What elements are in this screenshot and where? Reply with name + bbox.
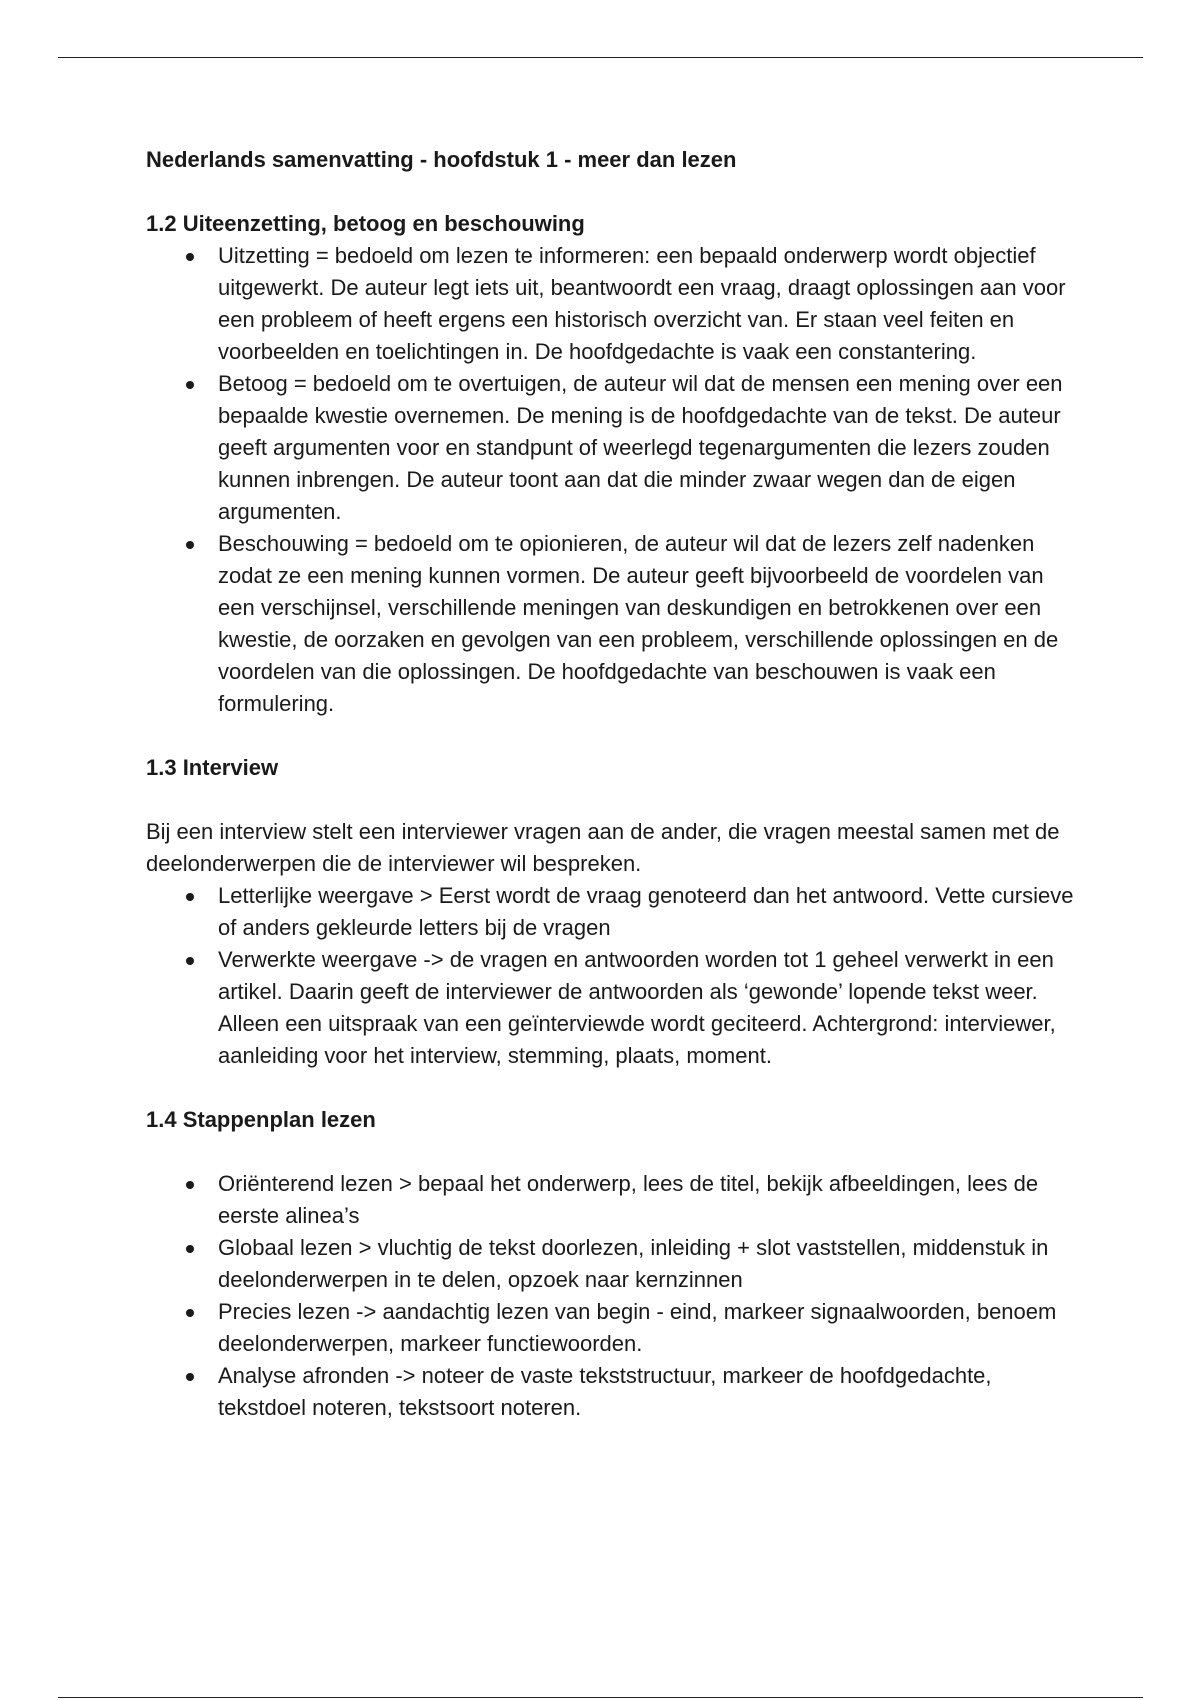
list-item: [146, 1232, 1076, 1296]
bullet-list-1-2: [146, 240, 1076, 720]
list-item-text: Verwerkte weergave -> de vragen en antwoorden worden tot 1 geheel verwerkt in een artikel. Daarin geeft de interviewer de antwoorden als ‘gewonde’ lopende tekst weer. Alleen een uitspraak van een geïnterviewde wordt geciteerd. Achtergrond: interviewer, aanleiding voor het interview, stemming, plaats, moment.: [218, 947, 1056, 1068]
list-item: [146, 368, 1076, 528]
section-heading-1-3: 1.3 Interview: [146, 755, 279, 780]
spacer: [146, 720, 1076, 752]
list-item: [146, 1296, 1076, 1360]
header-rule: [58, 57, 1143, 58]
bullet-icon: [186, 893, 194, 901]
list-item-text: Globaal lezen > vluchtig de tekst doorlezen, inleiding + slot vaststellen, middenstuk in deelonderwerpen in te delen, opzoek naar kernzinnen: [218, 1235, 1049, 1292]
list-item-text: Oriënterend lezen > bepaal het onderwerp, lees de titel, bekijk afbeeldingen, lees de eerste alinea’s: [218, 1171, 1039, 1228]
list-item-text: Beschouwing = bedoeld om te opionieren, de auteur wil dat de lezers zelf nadenken zodat ze een mening kunnen vormen. De auteur geeft bijvoorbeeld de voordelen van een verschijnsel, verschillende meningen van deskundigen en betrokkenen over een kwestie, de oorzaken en gevolgen van een probleem, verschillende oplossingen en de voordelen van die oplossingen. De hoofdgedachte van beschouwen is vaak een formulering.: [218, 531, 1059, 716]
bullet-icon: [186, 381, 194, 389]
bullet-icon: [186, 1245, 194, 1253]
bullet-icon: [186, 541, 194, 549]
bullet-icon: [186, 1373, 194, 1381]
list-item: [146, 240, 1076, 368]
interview-intro: Bij een interview stelt een interviewer vragen aan de ander, die vragen meestal samen met de deelonderwerpen die de interviewer wil bespreken.: [146, 819, 1060, 876]
list-item-text: Precies lezen -> aandachtig lezen van begin - eind, markeer signaalwoorden, benoem deelonderwerpen, markeer functiewoorden.: [218, 1299, 1057, 1356]
spacer: [146, 1136, 1076, 1168]
bullet-icon: [186, 1309, 194, 1317]
bullet-list-1-4: [146, 1168, 1076, 1424]
list-item: [146, 528, 1076, 720]
bullet-icon: [186, 1181, 194, 1189]
bullet-icon: [186, 253, 194, 261]
list-item: [146, 1168, 1076, 1232]
list-item: [146, 1360, 1076, 1424]
list-item-text: Betoog = bedoeld om te overtuigen, de auteur wil dat de mensen een mening over een bepaalde kwestie overnemen. De mening is de hoofdgedachte van de tekst. De auteur geeft argumenten voor en standpunt of weerlegd tegenargumenten die lezers zouden kunnen inbrengen. De auteur toont aan dat die minder zwaar wegen dan de eigen argumenten.: [218, 371, 1063, 524]
list-item: [146, 880, 1076, 944]
document-body: [146, 144, 1076, 1424]
document-title: Nederlands samenvatting - hoofdstuk 1 - meer dan lezen: [146, 147, 737, 172]
bullet-list-1-3: [146, 880, 1076, 1072]
spacer: [146, 1072, 1076, 1104]
list-item-text: Analyse afronden -> noteer de vaste tekststructuur, markeer de hoofdgedachte, tekstdoel noteren, tekstsoort noteren.: [218, 1363, 992, 1420]
spacer: [146, 784, 1076, 816]
list-item: [146, 944, 1076, 1072]
section-heading-1-2: 1.2 Uiteenzetting, betoog en beschouwing: [146, 211, 585, 236]
list-item-text: Uitzetting = bedoeld om lezen te informeren: een bepaald onderwerp wordt objectief uitgewerkt. De auteur legt iets uit, beantwoordt een vraag, draagt oplossingen aan voor een probleem of heeft ergens een historisch overzicht van. Er staan veel feiten en voorbeelden en toelichtingen in. De hoofdgedachte is vaak een constantering.: [218, 243, 1066, 364]
footer-rule: [58, 1697, 1143, 1698]
section-heading-1-4: 1.4 Stappenplan lezen: [146, 1107, 376, 1132]
bullet-icon: [186, 957, 194, 965]
list-item-text: Letterlijke weergave > Eerst wordt de vraag genoteerd dan het antwoord. Vette cursieve of anders gekleurde letters bij de vragen: [218, 883, 1074, 940]
